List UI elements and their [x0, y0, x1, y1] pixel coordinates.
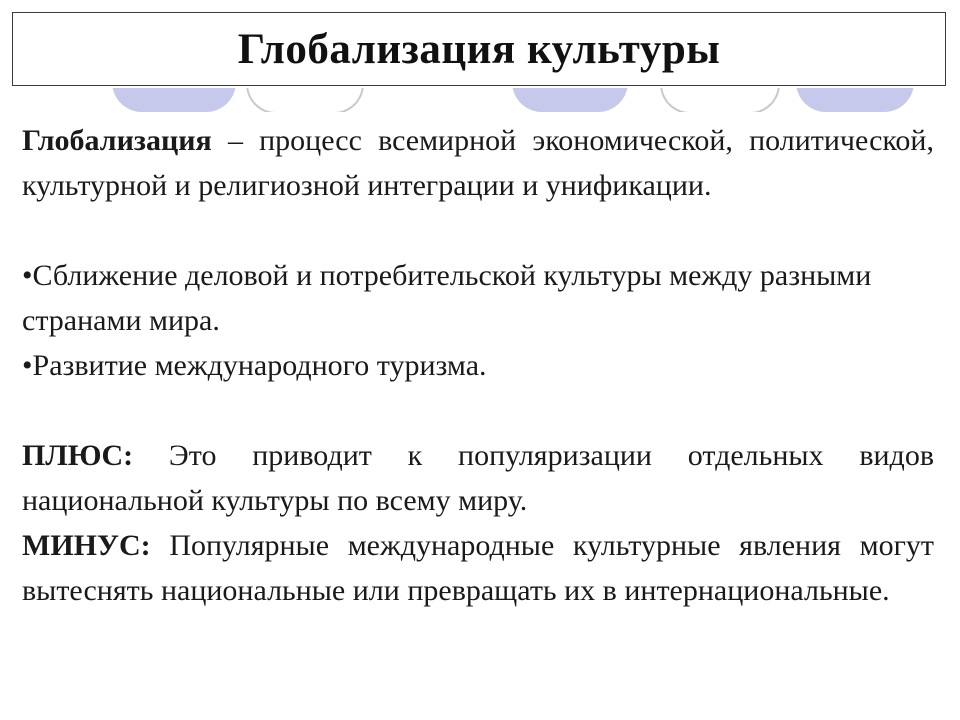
- slide-body: [22, 118, 934, 613]
- decorative-tab: [112, 88, 236, 112]
- minus-paragraph: [22, 523, 934, 613]
- bullet-marker: •: [22, 259, 33, 292]
- plus-text: Это приводит к популяризации отдельных видов национальной культуры по всему миру.: [22, 439, 934, 517]
- title-box: [12, 12, 946, 86]
- bullet-item: [22, 343, 934, 388]
- definition-text: – процесс всемирной экономической, политической, культурной и религиозной интеграции и унификации.: [22, 124, 934, 202]
- slide-title: Глобализация культуры: [237, 25, 721, 73]
- spacer: [22, 388, 934, 433]
- spacer: [22, 208, 934, 253]
- plus-paragraph: [22, 433, 934, 523]
- minus-text: Популярные международные культурные явления могут вытеснять национальные или превращать их в интернациональные.: [22, 529, 934, 607]
- minus-label: МИНУС:: [22, 529, 151, 562]
- decorative-tab: [246, 88, 364, 112]
- bullet-item: [22, 253, 934, 343]
- plus-label: ПЛЮС:: [22, 439, 134, 472]
- bullet-text: Развитие международного туризма.: [32, 349, 487, 382]
- bullet-marker: •: [22, 349, 33, 382]
- definition-term: Глобализация: [22, 124, 212, 157]
- decorative-tab: [512, 88, 628, 112]
- decorative-tab: [796, 88, 914, 112]
- decorative-tab: [660, 88, 780, 112]
- definition-paragraph: [22, 118, 934, 208]
- bullet-text: Сближение деловой и потребительской культуры между разными странами мира.: [22, 259, 872, 337]
- decorative-tabs: [0, 88, 960, 112]
